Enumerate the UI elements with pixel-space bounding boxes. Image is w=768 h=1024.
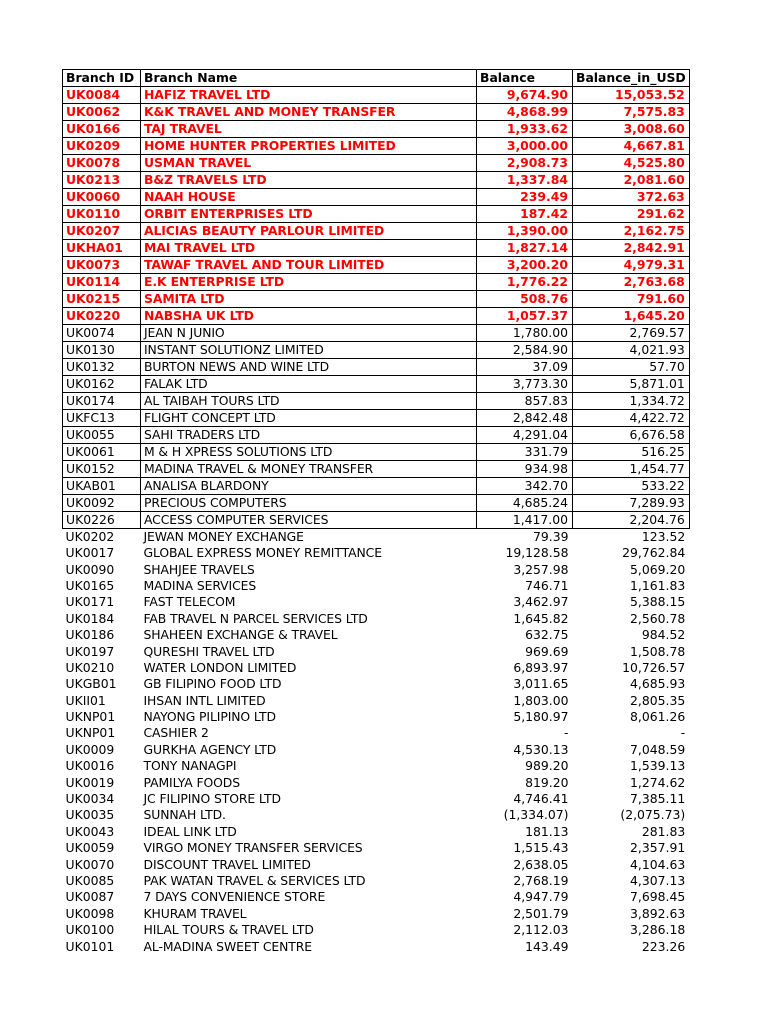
balance-cell: 969.69 bbox=[525, 643, 569, 659]
branch-name-cell: NAYONG PILIPINO LTD bbox=[143, 709, 276, 725]
branch-id-cell: UK0215 bbox=[63, 291, 141, 308]
balance-usd-cell: 10,726.57 bbox=[622, 659, 686, 675]
branch-name-cell: JEWAN MONEY EXCHANGE bbox=[143, 529, 304, 544]
branch-id-cell: UK0220 bbox=[63, 308, 141, 325]
branch-balance-table bbox=[62, 69, 690, 955]
branch-id-cell: UK0186 bbox=[65, 627, 115, 643]
table-row bbox=[63, 742, 690, 758]
branch-name-cell: TONY NANAGPI bbox=[143, 758, 237, 774]
balance-usd-cell: 3,286.18 bbox=[630, 922, 686, 938]
balance-cell: 4,868.99 bbox=[477, 104, 573, 121]
balance-usd-cell: 6,676.58 bbox=[573, 427, 690, 444]
branch-id-cell: UK0016 bbox=[65, 758, 115, 774]
table-row bbox=[63, 594, 690, 610]
branch-id-cell: UKII01 bbox=[65, 692, 106, 708]
branch-name-cell: KHURAM TRAVEL bbox=[143, 905, 247, 921]
table-row bbox=[63, 660, 690, 676]
balance-usd-cell: 791.60 bbox=[573, 291, 690, 308]
table-row bbox=[63, 627, 690, 643]
table-row bbox=[63, 725, 690, 741]
branch-name-cell: HAFIZ TRAVEL LTD bbox=[141, 87, 477, 104]
balance-cell: 2,842.48 bbox=[477, 410, 573, 427]
balance-usd-cell: 281.83 bbox=[641, 823, 686, 839]
branch-name-cell: ORBIT ENTERPRISES LTD bbox=[141, 206, 477, 223]
branch-name-cell: FALAK LTD bbox=[141, 376, 477, 393]
balance-cell: 4,746.41 bbox=[513, 791, 569, 807]
balance-usd-cell: 4,685.93 bbox=[630, 676, 686, 692]
branch-name-cell: E.K ENTERPRISE LTD bbox=[141, 274, 477, 291]
branch-id-cell: UK0166 bbox=[63, 121, 141, 138]
branch-id-cell: UK0059 bbox=[65, 840, 115, 856]
branch-id-cell: UK0165 bbox=[65, 577, 115, 593]
balance-cell: 2,768.19 bbox=[513, 873, 569, 888]
table-row bbox=[63, 529, 690, 546]
table-row bbox=[63, 758, 690, 774]
balance-cell: 1,645.82 bbox=[513, 610, 569, 626]
table-row bbox=[63, 223, 690, 240]
balance-cell: 3,000.00 bbox=[477, 138, 573, 155]
table-row bbox=[63, 274, 690, 291]
branch-name-cell: SAHI TRADERS LTD bbox=[141, 427, 477, 444]
branch-id-cell: UK0197 bbox=[65, 643, 115, 659]
table-row bbox=[63, 512, 690, 529]
balance-cell: 4,530.13 bbox=[513, 741, 569, 757]
table-row bbox=[63, 906, 690, 922]
branch-name-cell: IDEAL LINK LTD bbox=[143, 823, 237, 839]
branch-name-cell: TAJ TRAVEL bbox=[141, 121, 477, 138]
table-row bbox=[63, 676, 690, 692]
table-row bbox=[63, 342, 690, 359]
balance-cell: 1,057.37 bbox=[477, 308, 573, 325]
branch-name-cell: ALICIAS BEAUTY PARLOUR LIMITED bbox=[141, 223, 477, 240]
branch-name-cell: NAAH HOUSE bbox=[141, 189, 477, 206]
balance-usd-cell: (2,075.73) bbox=[620, 807, 686, 823]
balance-cell: 1,933.62 bbox=[477, 121, 573, 138]
table-row bbox=[63, 427, 690, 444]
branch-name-cell: B&Z TRAVELS LTD bbox=[141, 172, 477, 189]
balance-cell: 3,257.98 bbox=[513, 561, 569, 577]
balance-usd-cell: 1,539.13 bbox=[630, 758, 686, 774]
branch-name-cell: NABSHA UK LTD bbox=[141, 308, 477, 325]
branch-id-cell: UK0084 bbox=[63, 87, 141, 104]
balance-usd-cell: 29,762.84 bbox=[622, 545, 686, 561]
balance-usd-cell: 1,334.72 bbox=[573, 393, 690, 410]
branch-id-cell: UK0130 bbox=[63, 342, 141, 359]
balance-usd-cell: 2,763.68 bbox=[573, 274, 690, 291]
branch-name-cell: 7 DAYS CONVENIENCE STORE bbox=[143, 889, 326, 905]
table-row bbox=[63, 791, 690, 807]
balance-usd-cell: 4,525.80 bbox=[573, 155, 690, 172]
table-row bbox=[63, 410, 690, 427]
branch-id-cell: UK0114 bbox=[63, 274, 141, 291]
balance-usd-cell: 7,385.11 bbox=[630, 791, 686, 807]
balance-usd-cell: 2,769.57 bbox=[573, 325, 690, 342]
balance-cell: 508.76 bbox=[477, 291, 573, 308]
balance-cell: 1,417.00 bbox=[477, 512, 573, 529]
balance-cell: 2,584.90 bbox=[477, 342, 573, 359]
balance-usd-cell: 7,289.93 bbox=[573, 495, 690, 512]
branch-name-cell: FAB TRAVEL N PARCEL SERVICES LTD bbox=[143, 610, 368, 626]
branch-name-cell: WATER LONDON LIMITED bbox=[143, 659, 297, 675]
balance-cell: 4,291.04 bbox=[477, 427, 573, 444]
branch-name-cell: MAI TRAVEL LTD bbox=[141, 240, 477, 257]
branch-id-cell: UK0090 bbox=[65, 561, 115, 577]
balance-cell: 857.83 bbox=[477, 393, 573, 410]
branch-name-cell: BURTON NEWS AND WINE LTD bbox=[141, 359, 477, 376]
table-row bbox=[63, 824, 690, 840]
table-row bbox=[63, 138, 690, 155]
branch-id-cell: UK0043 bbox=[65, 823, 115, 839]
branch-name-cell: GB FILIPINO FOOD LTD bbox=[143, 676, 282, 692]
branch-name-cell: JEAN N JUNIO bbox=[141, 325, 477, 342]
branch-id-cell: UK0060 bbox=[63, 189, 141, 206]
branch-id-cell: UK0062 bbox=[63, 104, 141, 121]
table-row bbox=[63, 693, 690, 709]
branch-id-cell: UK0035 bbox=[65, 807, 115, 823]
branch-name-cell: CASHIER 2 bbox=[143, 725, 209, 741]
balance-cell: 331.79 bbox=[477, 444, 573, 461]
balance-usd-cell: 4,422.72 bbox=[573, 410, 690, 427]
table-row bbox=[63, 495, 690, 512]
branch-name-cell: ACCESS COMPUTER SERVICES bbox=[141, 512, 477, 529]
table-row bbox=[63, 478, 690, 495]
branch-id-cell: UK0085 bbox=[65, 873, 115, 888]
branch-id-cell: UKNP01 bbox=[65, 725, 116, 741]
branch-id-cell: UK0061 bbox=[63, 444, 141, 461]
balance-usd-cell: 2,805.35 bbox=[630, 692, 686, 708]
branch-id-cell: UK0098 bbox=[65, 905, 115, 921]
balance-usd-cell: 1,645.20 bbox=[573, 308, 690, 325]
branch-name-cell: QURESHI TRAVEL LTD bbox=[143, 643, 275, 659]
header-balance-usd: Balance_in_USD bbox=[573, 70, 690, 87]
branch-name-cell: AL-MADINA SWEET CENTRE bbox=[143, 938, 313, 954]
balance-cell: 746.71 bbox=[525, 577, 569, 593]
branch-id-cell: UK0078 bbox=[63, 155, 141, 172]
branch-id-cell: UKAB01 bbox=[63, 478, 141, 495]
balance-usd-cell: 1,274.62 bbox=[630, 774, 686, 790]
branch-id-cell: UK0171 bbox=[65, 594, 115, 610]
header-balance: Balance bbox=[477, 70, 573, 87]
balance-cell: - bbox=[564, 725, 569, 741]
branch-id-cell: UK0210 bbox=[65, 659, 115, 675]
table-row bbox=[63, 611, 690, 627]
balance-usd-cell: 2,560.78 bbox=[630, 610, 686, 626]
balance-usd-cell: 5,069.20 bbox=[630, 561, 686, 577]
branch-id-cell: UKHA01 bbox=[63, 240, 141, 257]
balance-cell: 1,515.43 bbox=[513, 840, 569, 856]
branch-id-cell: UK0087 bbox=[65, 889, 115, 905]
branch-id-cell: UK0101 bbox=[65, 938, 115, 954]
branch-name-cell: SAMITA LTD bbox=[141, 291, 477, 308]
balance-cell: 632.75 bbox=[525, 627, 569, 643]
branch-id-cell: UK0019 bbox=[65, 774, 115, 790]
branch-name-cell: GURKHA AGENCY LTD bbox=[143, 741, 277, 757]
balance-usd-cell: 984.52 bbox=[641, 627, 686, 643]
branch-id-cell: UK0226 bbox=[63, 512, 141, 529]
balance-cell: 6,893.97 bbox=[513, 659, 569, 675]
balance-cell: 2,638.05 bbox=[513, 856, 569, 872]
balance-usd-cell: 372.63 bbox=[573, 189, 690, 206]
branch-id-cell: UK0207 bbox=[63, 223, 141, 240]
table-body bbox=[63, 87, 690, 955]
branch-name-cell: FLIGHT CONCEPT LTD bbox=[141, 410, 477, 427]
branch-id-cell: UK0034 bbox=[65, 791, 115, 807]
balance-usd-cell: 4,021.93 bbox=[573, 342, 690, 359]
branch-name-cell: GLOBAL EXPRESS MONEY REMITTANCE bbox=[143, 545, 382, 561]
balance-cell: 1,803.00 bbox=[513, 692, 569, 708]
branch-id-cell: UKFC13 bbox=[63, 410, 141, 427]
branch-name-cell: MADINA TRAVEL & MONEY TRANSFER bbox=[141, 461, 477, 478]
table-row bbox=[63, 922, 690, 938]
branch-id-cell: UK0073 bbox=[63, 257, 141, 274]
table-row bbox=[63, 240, 690, 257]
balance-usd-cell: 4,979.31 bbox=[573, 257, 690, 274]
balance-cell: 181.13 bbox=[525, 823, 569, 839]
branch-id-cell: UK0162 bbox=[63, 376, 141, 393]
balance-cell: 1,780.00 bbox=[477, 325, 573, 342]
header-branch-name: Branch Name bbox=[141, 70, 477, 87]
balance-usd-cell: 7,698.45 bbox=[630, 889, 686, 905]
table-row bbox=[63, 545, 690, 561]
branch-name-cell: PAK WATAN TRAVEL & SERVICES LTD bbox=[143, 873, 366, 888]
balance-cell: 9,674.90 bbox=[477, 87, 573, 104]
balance-usd-cell: 2,204.76 bbox=[573, 512, 690, 529]
balance-usd-cell: 2,162.75 bbox=[573, 223, 690, 240]
table-row bbox=[63, 561, 690, 577]
branch-id-cell: UKGB01 bbox=[65, 676, 117, 692]
balance-usd-cell: 7,575.83 bbox=[573, 104, 690, 121]
balance-usd-cell: 1,508.78 bbox=[630, 643, 686, 659]
balance-usd-cell: 1,161.83 bbox=[630, 577, 686, 593]
table-row bbox=[63, 709, 690, 725]
balance-usd-cell: 223.26 bbox=[641, 938, 686, 954]
branch-id-cell: UK0132 bbox=[63, 359, 141, 376]
balance-usd-cell: 8,061.26 bbox=[630, 709, 686, 725]
balance-cell: 3,200.20 bbox=[477, 257, 573, 274]
balance-cell: 4,685.24 bbox=[477, 495, 573, 512]
table-row bbox=[63, 643, 690, 659]
balance-usd-cell: - bbox=[680, 725, 686, 741]
balance-cell: 143.49 bbox=[525, 938, 569, 954]
balance-usd-cell: 1,454.77 bbox=[573, 461, 690, 478]
branch-id-cell: UK0055 bbox=[63, 427, 141, 444]
table-row bbox=[63, 121, 690, 138]
branch-id-cell: UK0017 bbox=[65, 545, 115, 561]
balance-cell: 4,947.79 bbox=[513, 889, 569, 905]
branch-name-cell: HILAL TOURS & TRAVEL LTD bbox=[143, 922, 314, 938]
table-row bbox=[63, 87, 690, 104]
header-branch-id: Branch ID bbox=[63, 70, 141, 87]
table-row bbox=[63, 856, 690, 872]
table-row bbox=[63, 873, 690, 889]
balance-cell: 3,773.30 bbox=[477, 376, 573, 393]
balance-cell: (1,334.07) bbox=[503, 807, 569, 823]
branch-id-cell: UK0202 bbox=[65, 529, 115, 544]
balance-usd-cell: 533.22 bbox=[573, 478, 690, 495]
branch-id-cell: UK0110 bbox=[63, 206, 141, 223]
table-row bbox=[63, 291, 690, 308]
branch-name-cell: TAWAF TRAVEL AND TOUR LIMITED bbox=[141, 257, 477, 274]
branch-id-cell: UK0209 bbox=[63, 138, 141, 155]
header-row bbox=[63, 70, 690, 87]
balance-usd-cell: 2,081.60 bbox=[573, 172, 690, 189]
branch-id-cell: UK0074 bbox=[63, 325, 141, 342]
balance-usd-cell: 57.70 bbox=[573, 359, 690, 376]
table-row bbox=[63, 938, 690, 954]
branch-id-cell: UK0092 bbox=[63, 495, 141, 512]
balance-usd-cell: 7,048.59 bbox=[630, 741, 686, 757]
balance-cell: 239.49 bbox=[477, 189, 573, 206]
branch-name-cell: USMAN TRAVEL bbox=[141, 155, 477, 172]
balance-usd-cell: 2,357.91 bbox=[630, 840, 686, 856]
table-row bbox=[63, 308, 690, 325]
branch-name-cell: SUNNAH LTD. bbox=[143, 807, 226, 823]
table-row bbox=[63, 889, 690, 905]
balance-cell: 989.20 bbox=[525, 758, 569, 774]
table-row bbox=[63, 172, 690, 189]
balance-cell: 1,390.00 bbox=[477, 223, 573, 240]
branch-id-cell: UK0009 bbox=[65, 741, 115, 757]
balance-cell: 1,776.22 bbox=[477, 274, 573, 291]
table-row bbox=[63, 578, 690, 594]
balance-usd-cell: 3,008.60 bbox=[573, 121, 690, 138]
table-row bbox=[63, 104, 690, 121]
balance-cell: 1,827.14 bbox=[477, 240, 573, 257]
table-row bbox=[63, 840, 690, 856]
branch-name-cell: IHSAN INTL LIMITED bbox=[143, 692, 266, 708]
balance-cell: 19,128.58 bbox=[505, 545, 569, 561]
branch-name-cell: PAMILYA FOODS bbox=[143, 774, 241, 790]
table-row bbox=[63, 461, 690, 478]
branch-name-cell: JC FILIPINO STORE LTD bbox=[143, 791, 281, 807]
table-row bbox=[63, 376, 690, 393]
table-row bbox=[63, 206, 690, 223]
table-row bbox=[63, 444, 690, 461]
branch-name-cell: PRECIOUS COMPUTERS bbox=[141, 495, 477, 512]
branch-name-cell: M & H XPRESS SOLUTIONS LTD bbox=[141, 444, 477, 461]
branch-name-cell: ANALISA BLARDONY bbox=[141, 478, 477, 495]
branch-id-cell: UK0070 bbox=[65, 856, 115, 872]
table-row bbox=[63, 189, 690, 206]
balance-usd-cell: 5,388.15 bbox=[630, 594, 686, 610]
balance-usd-cell: 4,307.13 bbox=[630, 873, 686, 888]
balance-cell: 934.98 bbox=[477, 461, 573, 478]
balance-cell: 37.09 bbox=[477, 359, 573, 376]
balance-cell: 79.39 bbox=[533, 529, 569, 544]
balance-cell: 5,180.97 bbox=[513, 709, 569, 725]
table-row bbox=[63, 325, 690, 342]
table-row bbox=[63, 774, 690, 790]
balance-cell: 3,011.65 bbox=[513, 676, 569, 692]
balance-cell: 187.42 bbox=[477, 206, 573, 223]
balance-usd-cell: 291.62 bbox=[573, 206, 690, 223]
branch-id-cell: UK0184 bbox=[65, 610, 115, 626]
branch-name-cell: MADINA SERVICES bbox=[143, 577, 257, 593]
balance-usd-cell: 4,667.81 bbox=[573, 138, 690, 155]
balance-cell: 1,337.84 bbox=[477, 172, 573, 189]
branch-name-cell: INSTANT SOLUTIONZ LIMITED bbox=[141, 342, 477, 359]
branch-name-cell: VIRGO MONEY TRANSFER SERVICES bbox=[143, 840, 363, 856]
table-row bbox=[63, 807, 690, 823]
branch-name-cell: AL TAIBAH TOURS LTD bbox=[141, 393, 477, 410]
branch-name-cell: FAST TELECOM bbox=[143, 594, 236, 610]
branch-id-cell: UK0213 bbox=[63, 172, 141, 189]
balance-usd-cell: 516.25 bbox=[573, 444, 690, 461]
balance-usd-cell: 15,053.52 bbox=[573, 87, 690, 104]
branch-name-cell: DISCOUNT TRAVEL LIMITED bbox=[143, 856, 311, 872]
balance-cell: 342.70 bbox=[477, 478, 573, 495]
balance-usd-cell: 4,104.63 bbox=[630, 856, 686, 872]
balance-cell: 3,462.97 bbox=[513, 594, 569, 610]
branch-name-cell: SHAHJEE TRAVELS bbox=[143, 561, 255, 577]
balance-cell: 2,501.79 bbox=[513, 905, 569, 921]
balance-cell: 2,112.03 bbox=[513, 922, 569, 938]
balance-usd-cell: 123.52 bbox=[641, 529, 686, 544]
branch-id-cell: UK0152 bbox=[63, 461, 141, 478]
branch-id-cell: UK0100 bbox=[65, 922, 115, 938]
table-row bbox=[63, 393, 690, 410]
balance-usd-cell: 2,842.91 bbox=[573, 240, 690, 257]
balance-usd-cell: 3,892.63 bbox=[630, 905, 686, 921]
table-row bbox=[63, 257, 690, 274]
table-row bbox=[63, 359, 690, 376]
branch-id-cell: UK0174 bbox=[63, 393, 141, 410]
balance-cell: 2,908.73 bbox=[477, 155, 573, 172]
balance-usd-cell: 5,871.01 bbox=[573, 376, 690, 393]
balance-cell: 819.20 bbox=[525, 774, 569, 790]
branch-id-cell: UKNP01 bbox=[65, 709, 116, 725]
branch-name-cell: HOME HUNTER PROPERTIES LIMITED bbox=[141, 138, 477, 155]
branch-name-cell: SHAHEEN EXCHANGE & TRAVEL bbox=[143, 627, 338, 643]
branch-name-cell: K&K TRAVEL AND MONEY TRANSFER bbox=[141, 104, 477, 121]
table-row bbox=[63, 155, 690, 172]
